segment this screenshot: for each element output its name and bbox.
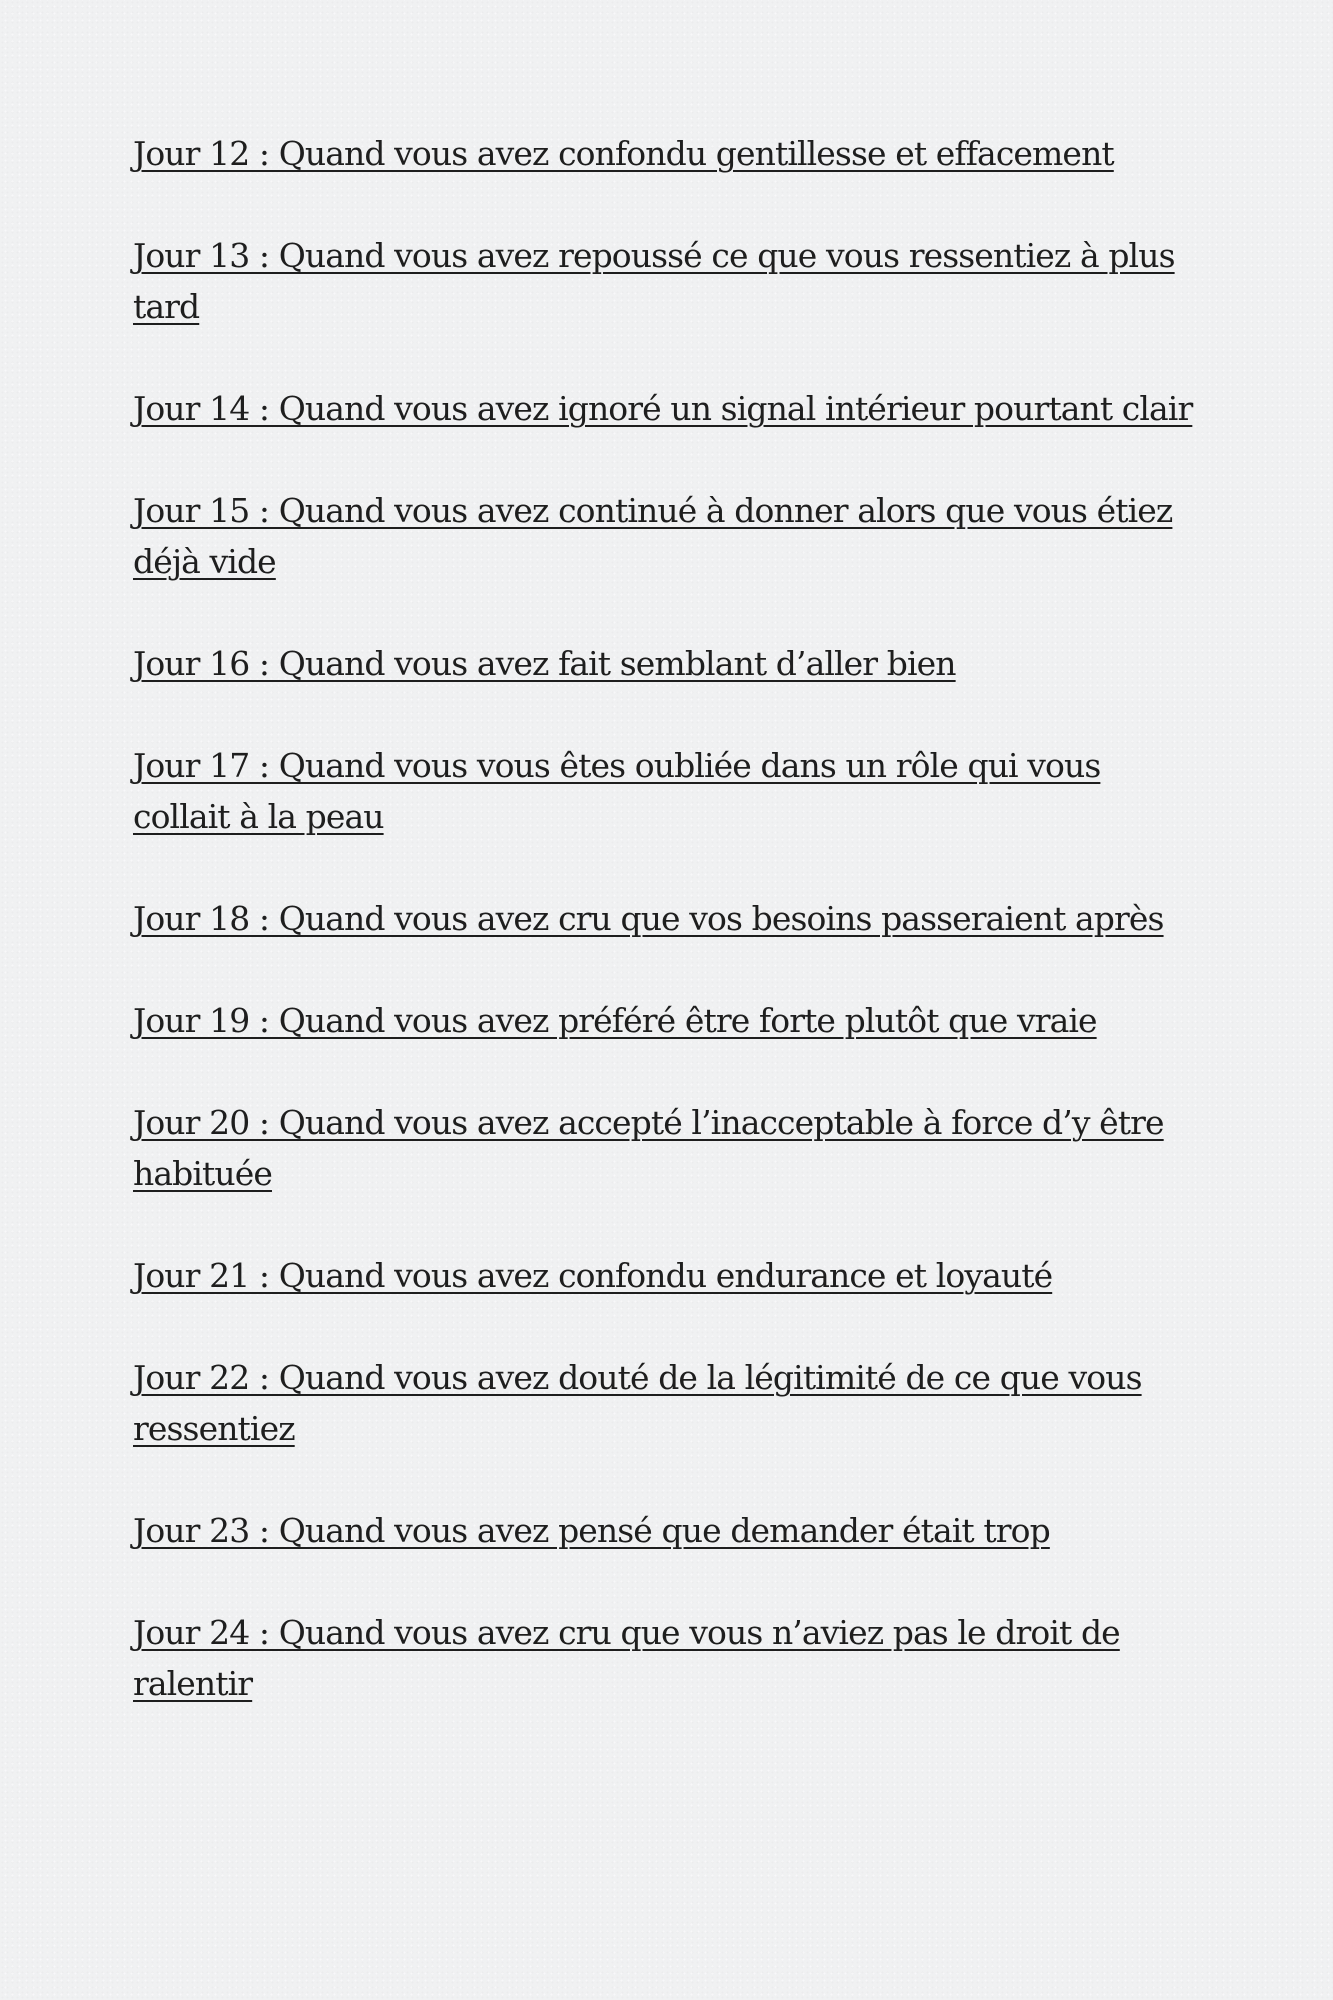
toc-link-jour-20[interactable]: Jour 20 : Quand vous avez accepté l’inacceptable à force d’y être habituée: [133, 1103, 1164, 1193]
toc-item-jour-22: [133, 1352, 1193, 1454]
toc-link-jour-16[interactable]: Jour 16 : Quand vous avez fait semblant d’aller bien: [133, 644, 956, 683]
toc-item-jour-18: [133, 893, 1193, 944]
toc-link-jour-12[interactable]: Jour 12 : Quand vous avez confondu gentillesse et effacement: [133, 134, 1114, 173]
toc-link-jour-18[interactable]: Jour 18 : Quand vous avez cru que vos besoins passeraient après: [133, 899, 1164, 938]
toc-item-jour-20: [133, 1097, 1193, 1199]
toc-item-jour-21: [133, 1250, 1193, 1301]
toc-link-jour-13[interactable]: Jour 13 : Quand vous avez repoussé ce que vous ressentiez à plus tard: [133, 236, 1175, 326]
toc-link-jour-17[interactable]: Jour 17 : Quand vous vous êtes oubliée dans un rôle qui vous collait à la peau: [133, 746, 1101, 836]
toc-link-jour-24[interactable]: Jour 24 : Quand vous avez cru que vous n’aviez pas le droit de ralentir: [133, 1613, 1120, 1703]
toc-item-jour-23: [133, 1505, 1193, 1556]
toc-link-jour-14[interactable]: Jour 14 : Quand vous avez ignoré un signal intérieur pourtant clair: [133, 389, 1193, 428]
toc-item-jour-17: [133, 740, 1193, 842]
toc-item-jour-13: [133, 230, 1193, 332]
toc-link-jour-15[interactable]: Jour 15 : Quand vous avez continué à donner alors que vous étiez déjà vide: [133, 491, 1173, 581]
toc-item-jour-16: [133, 638, 1193, 689]
toc-link-jour-21[interactable]: Jour 21 : Quand vous avez confondu endurance et loyauté: [133, 1256, 1053, 1295]
toc-link-jour-19[interactable]: Jour 19 : Quand vous avez préféré être forte plutôt que vraie: [133, 1001, 1097, 1040]
toc-item-jour-19: [133, 995, 1193, 1046]
toc-item-jour-14: [133, 383, 1193, 434]
table-of-contents: [133, 128, 1193, 1760]
toc-item-jour-12: [133, 128, 1193, 179]
toc-item-jour-24: [133, 1607, 1193, 1709]
toc-item-jour-15: [133, 485, 1193, 587]
toc-link-jour-22[interactable]: Jour 22 : Quand vous avez douté de la légitimité de ce que vous ressentiez: [133, 1358, 1142, 1448]
toc-link-jour-23[interactable]: Jour 23 : Quand vous avez pensé que demander était trop: [133, 1511, 1050, 1550]
